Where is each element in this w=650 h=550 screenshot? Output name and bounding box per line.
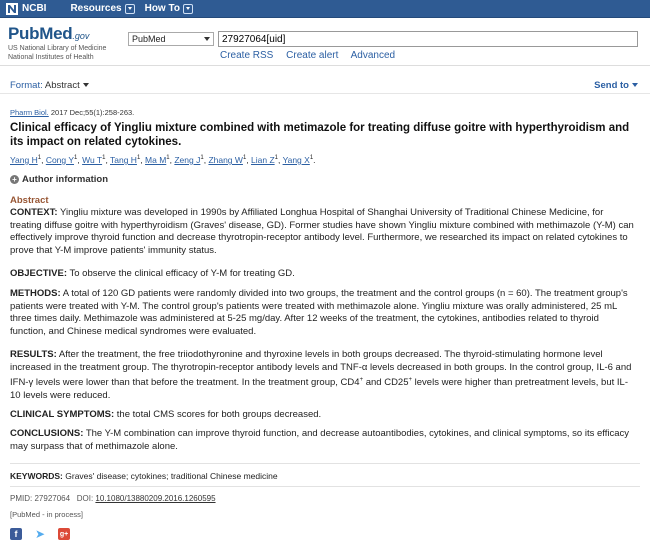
section-text: levels were higher than pretreatment levels, but IL-10 levels were reduced. <box>10 377 628 401</box>
author-link[interactable]: Tang H <box>110 155 137 165</box>
twitter-icon[interactable]: ➤ <box>34 527 46 541</box>
abstract-clinical-symptoms <box>10 409 635 422</box>
database-select[interactable] <box>128 32 214 46</box>
section-text: A total of 120 GD patients were randomly divided into two groups, the treatment and the control groups (n = 60). The treatment group's patients were treated with Y-M. The control group's patients were treated with methimazole alone. Yingliu mixture was orally administered, 25 mL three times daily. Methimazole was administered at 5-25 mg/day. After 12 weeks of the treatment, the cytokines, antibodies related to thyroid function, and Chinese medical syndromes were evaluated. <box>10 288 628 337</box>
affiliation-marker: 1 <box>274 155 278 162</box>
doi-label: DOI: <box>76 494 94 503</box>
section-text: Yingliu mixture was developed in 1990s by Affiliated Longhua Hospital of Shanghai University of Traditional Chinese Medicine, for treating diffuse goitre with hyperthyroidism (Graves' disease, GD). Former studies have shown Yingliu mixture combined with methimazole (Y-M) can effectively improve thyroid function and decrease thyrotropin-receptor antibody level. Furthermore, we researched its impact on related cytokines to prove that Y-M improve patients' immunity status. <box>10 207 634 256</box>
article-title: Clinical efficacy of Yingliu mixture combined with metimazole for treating diffuse goitre with hyperthyroidism and its impact on related cytokines. <box>10 122 630 148</box>
pmid-doi <box>10 494 216 503</box>
author-link[interactable]: Wu T <box>82 155 103 165</box>
abstract-context <box>10 207 635 257</box>
affiliation-marker: 1 <box>136 155 141 162</box>
social-share <box>10 528 82 540</box>
section-label: CLINICAL SYMPTOMS: <box>10 409 115 420</box>
abstract-conclusions <box>10 428 635 453</box>
divider <box>10 463 640 464</box>
nih-label: National Institutes of Health <box>8 54 94 61</box>
ncbi-logo-icon <box>6 3 18 15</box>
superscript: + <box>408 377 413 384</box>
ncbi-label: NCBI <box>22 3 47 14</box>
howto-menu[interactable] <box>145 3 193 14</box>
format-selector[interactable] <box>10 80 89 91</box>
advanced-search-link[interactable]: Advanced <box>350 50 396 61</box>
abstract-objective <box>10 268 635 281</box>
section-text: the total CMS scores for both groups decreased. <box>116 409 322 420</box>
section-label: CONTEXT: <box>10 207 58 218</box>
format-value: Abstract <box>44 80 80 91</box>
top-nav <box>70 3 203 14</box>
ncbi-topbar <box>0 0 650 18</box>
author-information-toggle[interactable] <box>10 174 108 185</box>
section-label: RESULTS: <box>10 349 57 360</box>
resources-menu[interactable] <box>70 3 134 14</box>
create-rss-link[interactable]: Create RSS <box>220 50 274 61</box>
affiliation-marker: 1 <box>74 155 78 162</box>
create-alert-link[interactable]: Create alert <box>286 50 339 61</box>
section-text: The Y-M combination can improve thyroid function, and decrease autoantibodies, cytokines, and clinical symptoms, so its efficacy may surpass that of methimazole alone. <box>10 428 630 452</box>
citation-detail: 2017 Dec;55(1):258-263. <box>50 108 135 117</box>
author-link[interactable]: Cong Y <box>45 155 75 165</box>
author-link[interactable]: Zhang W <box>208 155 243 165</box>
ncbi-logo[interactable] <box>6 3 46 15</box>
database-select-value: PubMed <box>132 34 166 44</box>
search-input[interactable] <box>218 31 638 47</box>
affiliation-marker: 1 <box>102 155 106 162</box>
affiliation-marker: 1 <box>200 155 204 162</box>
abstract-results <box>10 349 635 403</box>
pubmed-logo-med: Med <box>39 24 73 43</box>
author-information-label: Author information <box>22 174 109 185</box>
pubmed-header <box>0 18 650 66</box>
author-link[interactable]: Lian Z <box>251 155 275 165</box>
format-label: Format: <box>10 80 43 91</box>
send-to-menu[interactable] <box>594 80 638 91</box>
citation <box>10 108 134 117</box>
section-label: OBJECTIVE: <box>10 268 68 279</box>
keywords <box>10 471 278 481</box>
googleplus-icon[interactable]: g+ <box>58 528 70 540</box>
chevron-down-icon <box>632 83 638 87</box>
author-link[interactable]: Yang X <box>282 155 310 165</box>
search-links <box>220 50 405 61</box>
pmid-label: PMID: <box>10 494 33 503</box>
author-link[interactable]: Ma M <box>145 155 167 165</box>
pubmed-logo-gov: .gov <box>72 31 90 41</box>
author-link[interactable]: Yang H <box>10 155 38 165</box>
dropdown-arrow-icon <box>204 37 210 41</box>
send-to-label: Send to <box>594 80 629 91</box>
doi-link[interactable]: 10.1080/13880209.2016.1260595 <box>95 494 216 503</box>
howto-label: How To <box>144 3 180 14</box>
divider <box>10 486 640 487</box>
plus-icon: + <box>10 175 19 184</box>
section-label: METHODS: <box>10 288 61 299</box>
section-text: To observe the clinical efficacy of Y-M for treating GD. <box>69 268 295 279</box>
author-list: Yang $H^1$, Cong $Y^1$, Wu $T^1$, Tang $H^1$, Ma $M^1$, Zeng $J^1$, Zhang $W^1$, Lian $Z^1$, Yang $X^1$. <box>10 155 316 165</box>
section-text: and CD25 <box>363 377 409 389</box>
pmid-value: 27927064 <box>34 494 71 503</box>
affiliation-marker: 1 <box>309 155 314 162</box>
chevron-down-icon <box>83 83 89 87</box>
chevron-down-icon <box>183 4 193 14</box>
format-bar <box>0 78 650 94</box>
journal-link[interactable]: Pharm Biol. <box>10 108 49 117</box>
affiliation-marker: 1 <box>242 155 247 162</box>
chevron-down-icon <box>125 4 135 14</box>
resources-label: Resources <box>70 3 122 14</box>
author-link[interactable]: Zeng J <box>174 155 201 165</box>
abstract-heading: Abstract <box>10 195 49 206</box>
section-text: After the treatment, the free triiodothyronine and thyroxine levels in both groups decreased. The thyroid-stimulating hormone level increased in the treatment group. The thyrotropin-receptor antibody levels and TNF-α levels decreased in both groups. In the control group, IL-6 and IFN-γ levels were lower than that before the treatment. In the treatment group, CD4 <box>10 349 632 389</box>
section-label: CONCLUSIONS: <box>10 428 84 439</box>
keywords-text: Graves' disease; cytokines; traditional Chinese medicine <box>65 471 278 481</box>
superscript: + <box>359 377 364 384</box>
pubmed-status: [PubMed - in process] <box>10 510 83 519</box>
affiliation-marker: 1 <box>166 155 170 162</box>
affiliation-marker: 1 <box>37 155 42 162</box>
abstract-methods <box>10 288 635 338</box>
facebook-icon[interactable]: f <box>10 528 22 540</box>
nlm-label: US National Library of Medicine <box>8 45 107 52</box>
keywords-label: KEYWORDS: <box>10 471 63 481</box>
pubmed-logo[interactable] <box>8 24 106 62</box>
pubmed-logo-pub: Pub <box>8 24 40 43</box>
